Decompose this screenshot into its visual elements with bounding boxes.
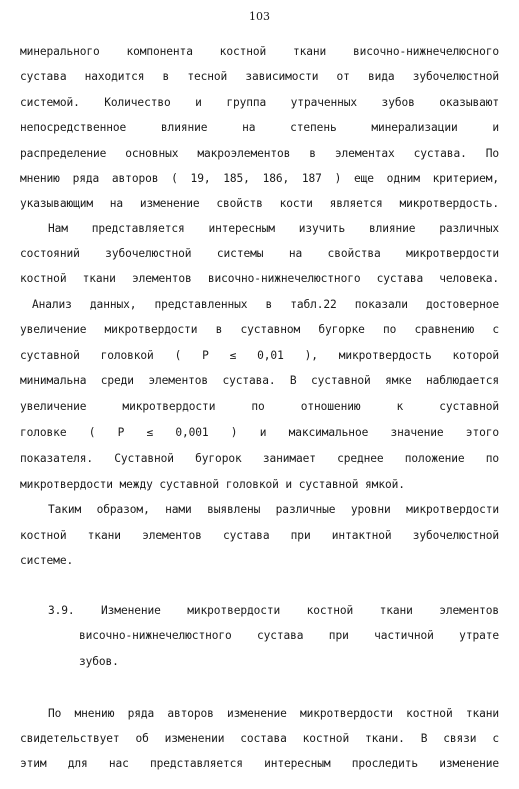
section-heading-line-3: зубов.: [79, 655, 119, 668]
paragraph-1-line-7: указывающим на изменение свойств кости является микротвердость.: [20, 197, 499, 210]
paragraph-1-line-4: непосредственное влияние на степень минерализации и: [20, 121, 499, 134]
paragraph-4-line-1: Таким образом, нами выявлены различные уровни микротвердости: [48, 503, 499, 516]
paragraph-2-line-3: костной ткани элементов височно-нижнечелюстного сустава человека.: [20, 272, 499, 285]
paragraph-2-line-1: Нам представляется интересным изучить влияние различных: [48, 222, 499, 235]
paragraph-3-line-8: микротвердости между суставной головкой и суставной ямкой.: [20, 478, 405, 491]
paragraph-1-line-2: сустава находится в тесной зависимости от вида зубочелюстной: [20, 70, 499, 83]
paragraph-3-line-7: показателя. Суставной бугорок занимает среднее положение по: [20, 452, 499, 465]
paragraph-3-line-5: увеличение микротвердости по отношению к суставной: [20, 400, 499, 413]
paragraph-3-line-2: увеличение микротвердости в суставном бугорке по сравнению с: [20, 323, 499, 336]
paragraph-1-line-1: минерального компонента костной ткани височно-нижнечелюсного: [20, 45, 499, 58]
paragraph-2-line-2: состояний зубочелюстной системы на свойства микротвердости: [20, 247, 499, 260]
paragraph-3-line-1: Анализ данных, представленных в табл.22 показали достоверное: [32, 298, 499, 311]
paragraph-1-line-5: распределение основных макроэлементов в элементах сустава. По: [20, 147, 499, 160]
paragraph-4-line-2: костной ткани элементов сустава при интактной зубочелюстной: [20, 529, 499, 542]
paragraph-3-line-4: минимальна среди элементов сустава. В суставной ямке наблюдается: [20, 374, 499, 387]
paragraph-3-line-6: головке ( Р ≤ 0,001 ) и максимальное значение этого: [20, 426, 499, 439]
page-number: 103: [249, 10, 270, 23]
section-heading-line-1: 3.9. Изменение микротвердости костной ткани элементов: [48, 604, 499, 617]
paragraph-3-line-3: суставной головкой ( Р ≤ 0,01 ), микротвердость которой: [20, 349, 499, 362]
paragraph-4-line-3: системе.: [20, 554, 74, 567]
paragraph-5-line-2: свидетельствует об изменении состава костной ткани. В связи с: [20, 732, 499, 745]
section-heading-line-2: височно-нижнечелюстного сустава при частичной утрате: [79, 629, 499, 642]
paragraph-5-line-3: этим для нас представляется интересным проследить изменение: [20, 757, 499, 770]
paragraph-5-line-1: По мнению ряда авторов изменение микротвердости костной ткани: [48, 707, 499, 720]
paragraph-1-line-3: системой. Количество и группа утраченных зубов оказывают: [20, 96, 499, 109]
paragraph-1-line-6: мнению ряда авторов ( 19, 185, 186, 187 ) еще одним критерием,: [20, 172, 499, 185]
